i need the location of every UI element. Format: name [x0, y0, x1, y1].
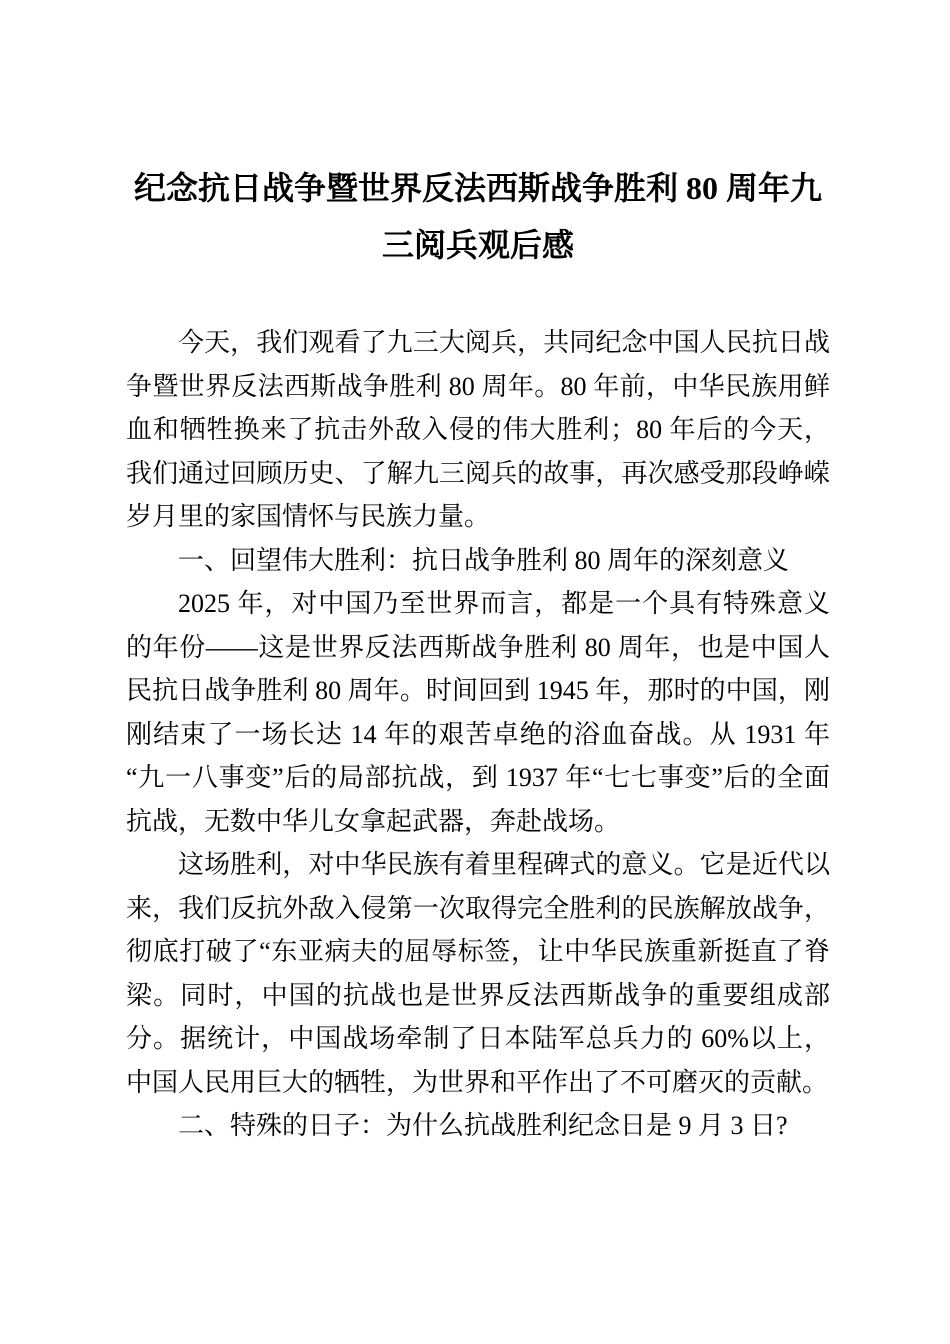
paragraph-milestone: 这场胜利，对中华民族有着里程碑式的意义。它是近代以来，我们反抗外敌入侵第一次取得完全胜利的民族解放战争，彻底打破了“东亚病夫的屈辱标签，让中华民族重新挺直了脊梁。同时，中国的抗战也是世界反法西斯战争的重要组成部分。据统计，中国战场牵制了日本陆军总兵力的 60%以上，中国人民用巨大的牺牲，为世界和平作出了不可磨灭的贡献。 — [126, 850, 830, 1097]
paragraph-intro: 今天，我们观看了九三大阅兵，共同纪念中国人民抗日战争暨世界反法西斯战争胜利 80 周年。80 年前，中华民族用鲜血和牺牲换来了抗击外敌入侵的伟大胜利；80 年后的今天，我们通过回顾历史、了解九三阅兵的故事，再次感受那段峥嵘岁月里的家国情怀与民族力量。 — [126, 328, 830, 531]
document-title: 纪念抗日战争暨世界反法西斯战争胜利 80 周年九三阅兵观后感 — [133, 170, 822, 263]
paragraph-significance: 2025 年，对中国乃至世界而言，都是一个具有特殊意义的年份——这是世界反法西斯战争胜利 80 周年，也是中国人民抗日战争胜利 80 周年。时间回到 1945 年，那时的中国，刚刚结束了一场长达 14 年的艰苦卓绝的浴血奋战。从 1931 年“九一八事变”后的局部抗战，到 1937 年“七七事变”后的全面抗战，无数中华儿女拿起武器，奔赴战场。 — [126, 589, 830, 836]
document-body — [126, 321, 830, 1148]
section-heading-1: 一、回望伟大胜利：抗日战争胜利 80 周年的深刻意义 — [178, 545, 790, 575]
section-heading-2: 二、特殊的日子：为什么抗战胜利纪念日是 9 月 3 日? — [178, 1111, 788, 1140]
